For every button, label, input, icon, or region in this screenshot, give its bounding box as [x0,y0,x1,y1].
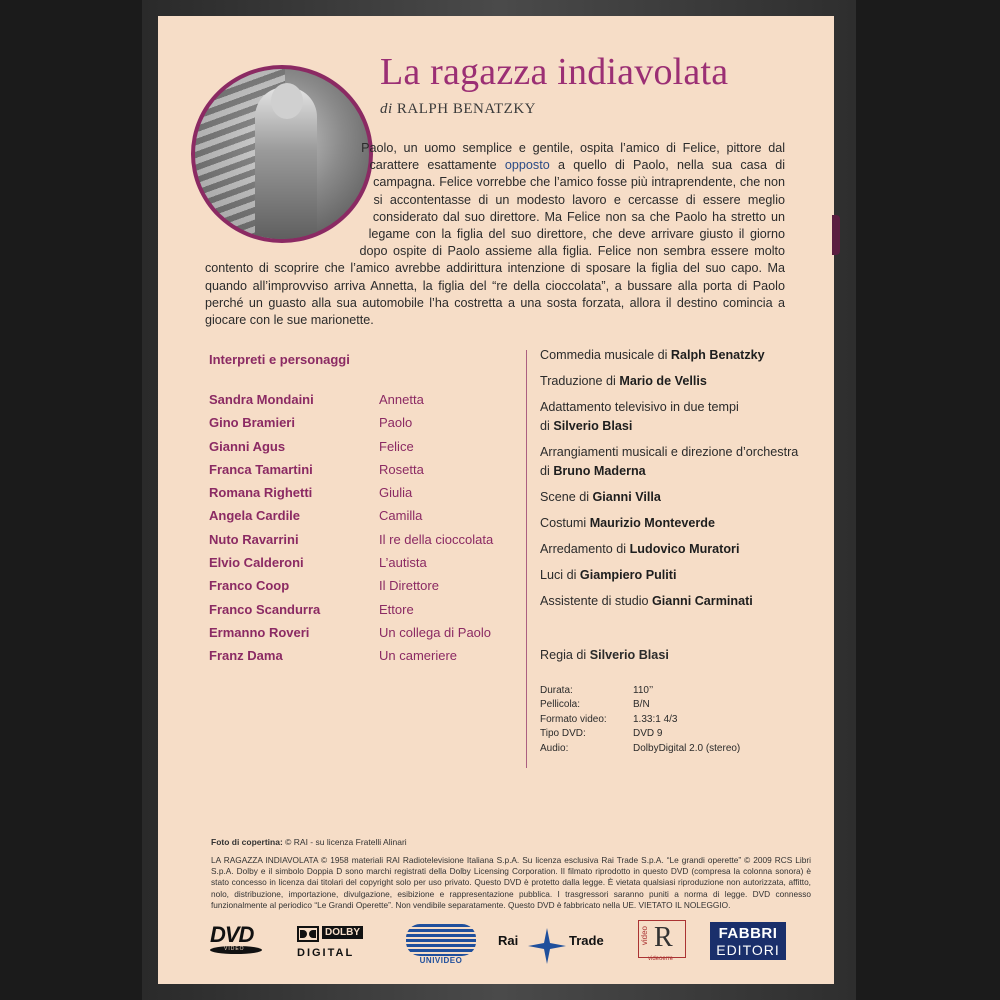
logo-strip [210,918,790,968]
credit-item [540,398,800,436]
role-name: Giulia [379,485,413,501]
credit-name: Bruno Maderna [553,464,646,478]
regia-name: Silverio Blasi [589,648,669,662]
photo-wrap-spacer [205,140,388,258]
actor-name: Romana Righetti [209,485,313,501]
tech-key: Tipo DVD: [540,728,586,740]
role-name: Felice [379,438,414,454]
videorre-r: R [654,922,673,953]
credit-label: Arredamento di [540,542,630,556]
credit-item [540,566,800,585]
credit-name: Mario de Vellis [619,374,707,388]
page-title: La ragazza indiavolata [380,51,729,93]
univideo-word: UNIVIDEO [419,956,463,965]
photo-credit-text: © RAI - su licenza Fratelli Alinari [282,837,407,847]
tech-value: 110’’ [633,685,654,696]
credit-name: Silverio Blasi [553,419,633,433]
cast-row [209,508,509,531]
credit-label: Scene di [540,490,593,504]
case-tab [832,215,840,255]
credit-label-2: di [540,464,554,478]
role-name: Il Direttore [379,578,439,594]
cast-row [209,439,509,462]
cast-row [209,415,509,438]
fabbri-word: FABBRI [718,925,778,942]
role-name: L’autista [379,555,427,571]
actor-name: Franz Dama [209,648,283,664]
credit-item [540,443,800,481]
tech-key: Audio: [540,742,569,754]
credit-name: Giampiero Puliti [579,568,677,582]
role-name: Un collega di Paolo [379,624,492,640]
rai-word: Rai [498,933,519,948]
credit-name: Maurizio Monteverde [589,516,715,530]
videorre-vertical: video [640,926,649,946]
actor-name: Sandra Mondaini [209,392,314,407]
tech-value: DolbyDigital 2.0 (stereo) [633,742,741,754]
synopsis-part1: Paolo, un uomo semplice e gentile, ospita l’amico di Felice, pittore dal carattere esattamente [361,141,785,173]
cast-row [209,532,509,555]
synopsis-highlight: opposto [504,158,550,173]
rai-trade-logo [498,928,618,964]
credit-item [540,540,800,559]
tech-key: Formato video: [540,713,607,725]
dolby-word: DOLBY [322,926,363,939]
dvd-logo-sub: VIDEO [224,946,245,952]
credit-item [540,514,800,533]
credit-name: Gianni Villa [592,490,661,504]
credit-label: Traduzione di [540,374,620,388]
actor-name: Ermanno Roveri [209,624,310,640]
double-d-icon [297,926,319,942]
author-line [380,101,536,118]
cast-row [209,602,509,625]
credit-label-2: di [540,419,554,433]
dvd-video-logo [210,922,270,954]
credit-item [540,488,800,507]
rai-trade-cross-icon [528,928,566,964]
dolby-digital-logo [297,926,381,959]
tech-value: B/N [633,699,650,711]
author-prefix: di [380,101,393,117]
cast-row [209,625,509,648]
regia-label: Regia di [540,648,590,662]
actor-name: Franco Scandurra [209,601,321,617]
credit-item [540,592,800,611]
actor-name: Gino Bramieri [209,415,295,431]
cast-row [209,462,509,485]
role-name: Un cameriere [379,648,458,664]
cast-list [209,392,509,672]
photo-credit [211,837,407,847]
legal-notice: LA RAGAZZA INDIAVOLATA © 1958 materiali RAI Radiotelevisione Italiana S.p.A. Su licenza esclusiva Rai Trade S.p.A. “Le grandi operette” © 2009 RCS Libri S.p.A. Dolby e il simbolo Doppia D sono marchi registrati della Dolby Licensing Corporation. Il filmato riprodotto in questo DVD (compresa la colonna sonora) è stato concesso in licenza dai titolari del copyright solo per uso privato. Questo DVD è protetto dalla legge. È vietata qualsiasi riproduzione non autorizzata, affitto, nolo, distribuzione, importazione, divulgazione, esibizione e rappresentazione pubblica. I trasgressori saranno puniti a norma di legge. DVD connesso funzionalmente al periodico “Le Grandi Operette”. Non vendibile separatamente. Questo DVD è fabbricato nella UE. VIETATO IL NOLEGGIO. [211,855,811,910]
credit-label: Luci di [540,568,580,582]
author-name: RALPH BENATZKY [396,101,537,117]
tech-value: 1.33:1 4/3 [633,713,678,725]
univideo-stripes [406,924,476,956]
dolby-digital-word: DIGITAL [297,947,355,959]
credit-item [540,346,800,365]
tech-row [540,713,760,727]
credits-list [540,346,800,618]
trade-word: Trade [569,933,604,948]
tech-value: DVD 9 [633,728,663,740]
cast-heading: Interpreti e personaggi [209,352,350,367]
cast-row [209,648,509,671]
credit-label: Adattamento televisivo in due tempi [540,400,739,414]
credit-label: Costumi [540,516,590,530]
fabbri-editori-logo [710,922,786,960]
column-divider [526,350,527,768]
actor-name: Nuto Ravarrini [209,531,299,547]
dvd-logo-text: DVD [210,922,254,947]
tech-row [540,698,760,712]
tech-row [540,684,760,698]
actor-name: Gianni Agus [209,438,286,454]
actor-name: Franca Tamartini [209,461,313,477]
role-name: Ettore [379,601,414,617]
tech-key: Durata: [540,685,573,696]
tech-specs [540,684,760,756]
credit-label: Assistente di studio [540,594,653,608]
role-name: Camilla [379,508,423,524]
actor-name: Elvio Calderoni [209,555,304,571]
videorre-sub: videoerre [648,956,674,962]
cast-row [209,578,509,601]
cast-row [209,485,509,508]
credit-label: Arrangiamenti musicali e direzione d’orchestra [540,445,799,459]
videorre-logo [638,920,694,964]
credit-item [540,372,800,391]
synopsis-part2: a quello di Paolo, nella sua casa di campagna. Felice vorrebbe che l’amico fosse più intraprendente, che non si accontentasse di un modesto lavoro e cercasse di essere meglio considerato dal suo direttore. Ma Felice non sa che Paolo ha stretto un legame con la figlia del suo direttore, che deve arrivare giusto il giorno dopo ospite di Paolo assieme alla figlia. Felice non sembra essere molto contento di scoprire che l’amico avrebbe addirittura intenzione di sposare la figlia del suo capo. Ma quando all’improvviso arriva Annetta, la figlia del “re della cioccolata”, a bussare alla porta di Paolo perché un guasto alla sua automobile l’ha costretta a una sosta forzata, allora il destino comincia a giocare con le sue marionette. [205,158,785,328]
credit-label: Commedia musicale di [540,348,671,362]
role-name: Annetta [379,392,424,407]
role-name: Il re della cioccolata [379,531,494,547]
credit-name: Ralph Benatzky [670,348,765,362]
cast-row [209,392,509,415]
tech-row [540,727,760,741]
photo-credit-label: Foto di copertina: [211,837,283,847]
role-name: Rosetta [379,461,424,477]
actor-name: Franco Coop [209,578,290,594]
tech-key: Pellicola: [540,699,581,711]
role-name: Paolo [379,415,413,431]
tech-row [540,742,760,756]
photo-head [271,83,303,119]
cast-row [209,555,509,578]
actor-name: Angela Cardile [209,508,301,524]
credit-name: Ludovico Muratori [629,542,740,556]
editori-word: EDITORI [716,942,780,958]
credit-name: Gianni Carminati [652,594,753,608]
director-credit [540,648,669,662]
univideo-logo [406,924,476,964]
synopsis [205,140,785,329]
